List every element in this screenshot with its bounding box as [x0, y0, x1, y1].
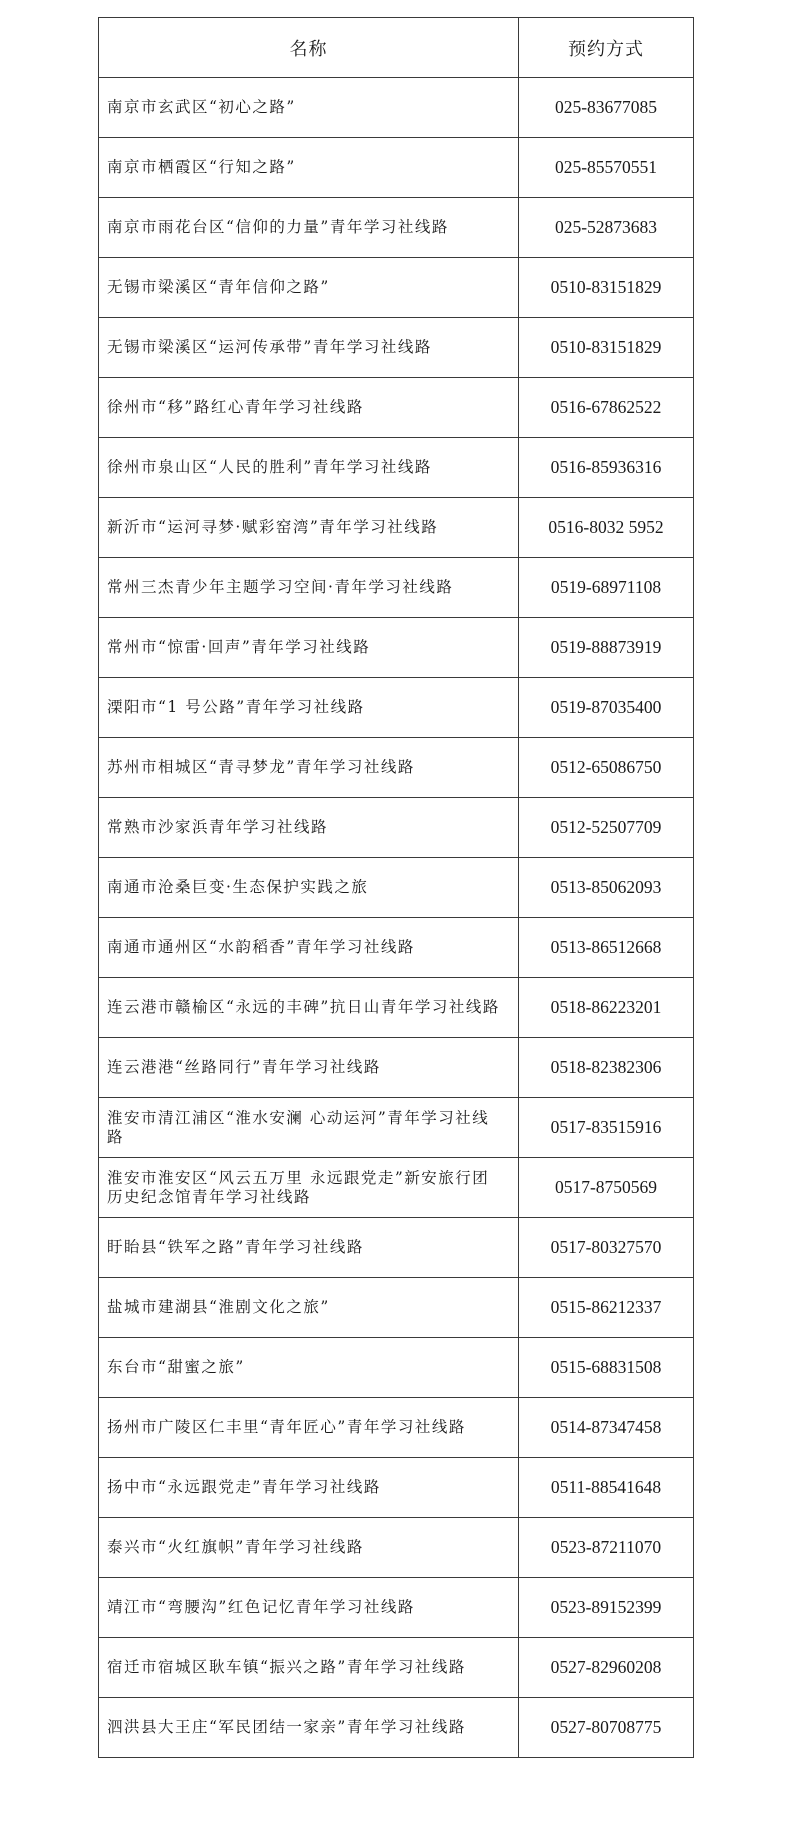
youth-study-route-table — [98, 17, 694, 1758]
table-row — [99, 318, 694, 378]
reservation-phone-cell: 0523-89152399 — [519, 1578, 694, 1638]
route-name-cell: 淮安市清江浦区“淮水安澜 心动运河”青年学习社线路 — [99, 1098, 519, 1158]
table-row — [99, 858, 694, 918]
reservation-phone-cell: 0511-88541648 — [519, 1458, 694, 1518]
reservation-phone-cell: 0527-82960208 — [519, 1638, 694, 1698]
route-name-cell: 无锡市梁溪区“运河传承带”青年学习社线路 — [99, 318, 519, 378]
route-name-cell: 常州三杰青少年主题学习空间·青年学习社线路 — [99, 558, 519, 618]
table-row — [99, 438, 694, 498]
route-name-cell: 淮安市淮安区“风云五万里 永远跟党走”新安旅行团历史纪念馆青年学习社线路 — [99, 1158, 519, 1218]
table-row — [99, 1698, 694, 1758]
column-header-name: 名称 — [99, 18, 519, 78]
reservation-phone-cell: 0512-65086750 — [519, 738, 694, 798]
route-name-cell: 南通市通州区“水韵稻香”青年学习社线路 — [99, 918, 519, 978]
table-header-row — [99, 18, 694, 78]
table-row — [99, 138, 694, 198]
reservation-phone-cell: 025-52873683 — [519, 198, 694, 258]
route-name-cell: 泗洪县大王庄“军民团结一家亲”青年学习社线路 — [99, 1698, 519, 1758]
reservation-phone-cell: 0517-83515916 — [519, 1098, 694, 1158]
route-name-cell: 苏州市相城区“青寻梦龙”青年学习社线路 — [99, 738, 519, 798]
reservation-phone-cell: 0518-82382306 — [519, 1038, 694, 1098]
reservation-phone-cell: 0516-67862522 — [519, 378, 694, 438]
reservation-phone-cell: 0516-8032 5952 — [519, 498, 694, 558]
route-name-cell: 扬州市广陵区仁丰里“青年匠心”青年学习社线路 — [99, 1398, 519, 1458]
table-row — [99, 1458, 694, 1518]
table-row — [99, 918, 694, 978]
table-row — [99, 1278, 694, 1338]
reservation-phone-cell: 0523-87211070 — [519, 1518, 694, 1578]
table-row — [99, 1638, 694, 1698]
table-row — [99, 1338, 694, 1398]
reservation-phone-cell: 0515-86212337 — [519, 1278, 694, 1338]
route-name-cell: 连云港市赣榆区“永远的丰碑”抗日山青年学习社线路 — [99, 978, 519, 1038]
route-name-cell: 连云港港“丝路同行”青年学习社线路 — [99, 1038, 519, 1098]
table-row — [99, 1038, 694, 1098]
reservation-phone-cell: 0512-52507709 — [519, 798, 694, 858]
table-row — [99, 378, 694, 438]
table-row — [99, 978, 694, 1038]
route-name-cell: 常州市“惊雷·回声”青年学习社线路 — [99, 618, 519, 678]
route-name-cell: 盱眙县“铁军之路”青年学习社线路 — [99, 1218, 519, 1278]
reservation-phone-cell: 0519-68971108 — [519, 558, 694, 618]
table-row — [99, 258, 694, 318]
route-name-cell: 东台市“甜蜜之旅” — [99, 1338, 519, 1398]
route-name-cell: 徐州市泉山区“人民的胜利”青年学习社线路 — [99, 438, 519, 498]
table-row — [99, 798, 694, 858]
table-row — [99, 1578, 694, 1638]
route-name-cell: 新沂市“运河寻梦·赋彩窑湾”青年学习社线路 — [99, 498, 519, 558]
table-row — [99, 1518, 694, 1578]
reservation-phone-cell: 0514-87347458 — [519, 1398, 694, 1458]
route-name-cell: 泰兴市“火红旗帜”青年学习社线路 — [99, 1518, 519, 1578]
table-row — [99, 198, 694, 258]
route-name-cell: 南京市栖霞区“行知之路” — [99, 138, 519, 198]
reservation-phone-cell: 0513-86512668 — [519, 918, 694, 978]
table-row — [99, 618, 694, 678]
table-row — [99, 738, 694, 798]
route-name-cell: 扬中市“永远跟党走”青年学习社线路 — [99, 1458, 519, 1518]
reservation-phone-cell: 0518-86223201 — [519, 978, 694, 1038]
route-name-cell: 宿迁市宿城区耿车镇“振兴之路”青年学习社线路 — [99, 1638, 519, 1698]
route-name-cell: 靖江市“弯腰沟”红色记忆青年学习社线路 — [99, 1578, 519, 1638]
reservation-phone-cell: 0516-85936316 — [519, 438, 694, 498]
reservation-phone-cell: 0510-83151829 — [519, 318, 694, 378]
reservation-phone-cell: 0517-8750569 — [519, 1158, 694, 1218]
reservation-phone-cell: 025-83677085 — [519, 78, 694, 138]
table-row — [99, 1218, 694, 1278]
reservation-phone-cell: 0519-87035400 — [519, 678, 694, 738]
table-row — [99, 678, 694, 738]
column-header-contact: 预约方式 — [519, 18, 694, 78]
route-name-cell: 南通市沧桑巨变·生态保护实践之旅 — [99, 858, 519, 918]
route-table-container — [98, 17, 693, 1758]
route-name-cell: 溧阳市“1 号公路”青年学习社线路 — [99, 678, 519, 738]
route-name-cell: 南京市雨花台区“信仰的力量”青年学习社线路 — [99, 198, 519, 258]
route-name-cell: 无锡市梁溪区“青年信仰之路” — [99, 258, 519, 318]
reservation-phone-cell: 0527-80708775 — [519, 1698, 694, 1758]
reservation-phone-cell: 0515-68831508 — [519, 1338, 694, 1398]
table-row — [99, 498, 694, 558]
table-row — [99, 1398, 694, 1458]
reservation-phone-cell: 0517-80327570 — [519, 1218, 694, 1278]
route-name-cell: 徐州市“移”路红心青年学习社线路 — [99, 378, 519, 438]
route-name-cell: 南京市玄武区“初心之路” — [99, 78, 519, 138]
reservation-phone-cell: 0510-83151829 — [519, 258, 694, 318]
reservation-phone-cell: 025-85570551 — [519, 138, 694, 198]
route-name-cell: 盐城市建湖县“淮剧文化之旅” — [99, 1278, 519, 1338]
table-row — [99, 1158, 694, 1218]
reservation-phone-cell: 0519-88873919 — [519, 618, 694, 678]
table-row — [99, 558, 694, 618]
table-row — [99, 1098, 694, 1158]
reservation-phone-cell: 0513-85062093 — [519, 858, 694, 918]
table-body — [99, 78, 694, 1758]
route-name-cell: 常熟市沙家浜青年学习社线路 — [99, 798, 519, 858]
table-row — [99, 78, 694, 138]
